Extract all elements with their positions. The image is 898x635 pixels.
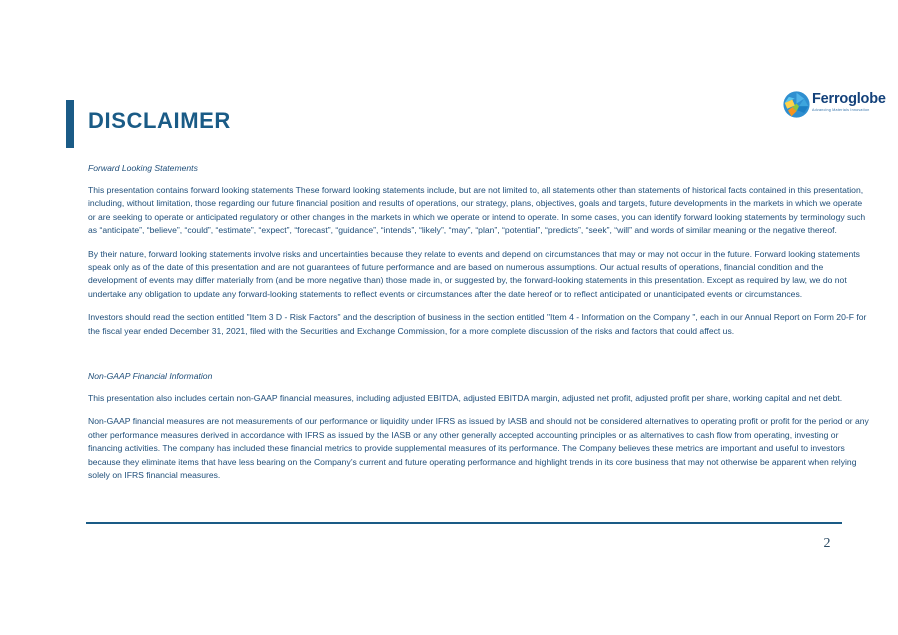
slide-body [88, 162, 872, 493]
paragraph-forward-looking-1: This presentation contains forward looking statements These forward looking statements include, but are not limited to, all statements other than statements of historical facts contained in this presentation, including, without limitation, those regarding our future financial position and results of operations, our strategy, plans, objectives, goals and targets, future developments in the markets in which we operate or are seeking to operate or anticipated regulatory or other changes in the markets in which we operate or intend to operate. In some cases, you can identify forward looking statements by terminology such as “anticipate”, “believe”, “could”, “estimate”, “expect”, “forecast”, “guidance”, “intends”, “likely”, “may”, “plan”, “potential”, “predicts”, “seek”, “will” and words of similar meaning or the negative thereof. [88, 185, 866, 236]
section-spacer [88, 348, 872, 370]
company-logo [783, 90, 887, 120]
paragraph-forward-looking-2: By their nature, forward looking statements involve risks and uncertainties because they relate to events and depend on circumstances that may or may not occur in the future. Forward looking statements speak only as of the date of this presentation and are not guarantees of future performance and are based on numerous assumptions. Our actual results of operations, financial condition and the development of events may differ materially from (and be more negative than) those made in, or suggested by, the forward-looking statements in this presentation. Except as required by law, we do not undertake any obligation to update any forward-looking statements to reflect events or circumstances after the date hereof or to reflect anticipated or unanticipated events or circumstances. [88, 248, 860, 299]
logo-tagline: Advancing Materials Innovation [812, 108, 870, 112]
paragraph-non-gaap-2: Non-GAAP financial measures are not measurements of our performance or liquidity under IFRS as issued by IASB and should not be considered alternatives to operating profit or profit for the period or any other performance measures derived in accordance with IFRS as issued by the IASB or any other generally accepted accounting principles or as alternatives to cash flow from operating, investing or financing activities. The company has included these financial metrics to provide supplemental measures of its performance. The Company believes these metrics are important and useful to investors because they eliminate items that have less bearing on the Company’s current and future operating performance and highlight trends in its core business that may not otherwise be apparent when relying solely on IFRS financial measures. [88, 416, 869, 481]
paragraph-non-gaap-1: This presentation also includes certain non-GAAP financial measures, including adjusted EBITDA, adjusted EBITDA margin, adjusted net profit, adjusted profit per share, working capital and net debt. [88, 393, 843, 404]
title-accent-bar [66, 100, 74, 148]
paragraph-forward-looking-3: Investors should read the section entitled "Item 3 D - Risk Factors" and the description of business in the section entitled "Item 4 - Information on the Company ", each in our Annual Report on Form 20-F for the fiscal year ended December 31, 2021, filed with the Securities and Exchange Commission, for a more complete discussion of the risks and factors that could affect us. [88, 312, 867, 336]
footer-rule [86, 522, 842, 524]
ferroglobe-globe-icon [783, 91, 810, 118]
slide-header [0, 96, 898, 152]
logo-text [812, 91, 887, 114]
logo-wordmark: Ferroglobe [812, 91, 886, 107]
section-heading-forward-looking: Forward Looking Statements [88, 163, 198, 173]
section-heading-non-gaap: Non-GAAP Financial Information [88, 371, 213, 382]
page-title: DISCLAIMER [88, 108, 231, 133]
page-number: 2 [823, 536, 831, 551]
